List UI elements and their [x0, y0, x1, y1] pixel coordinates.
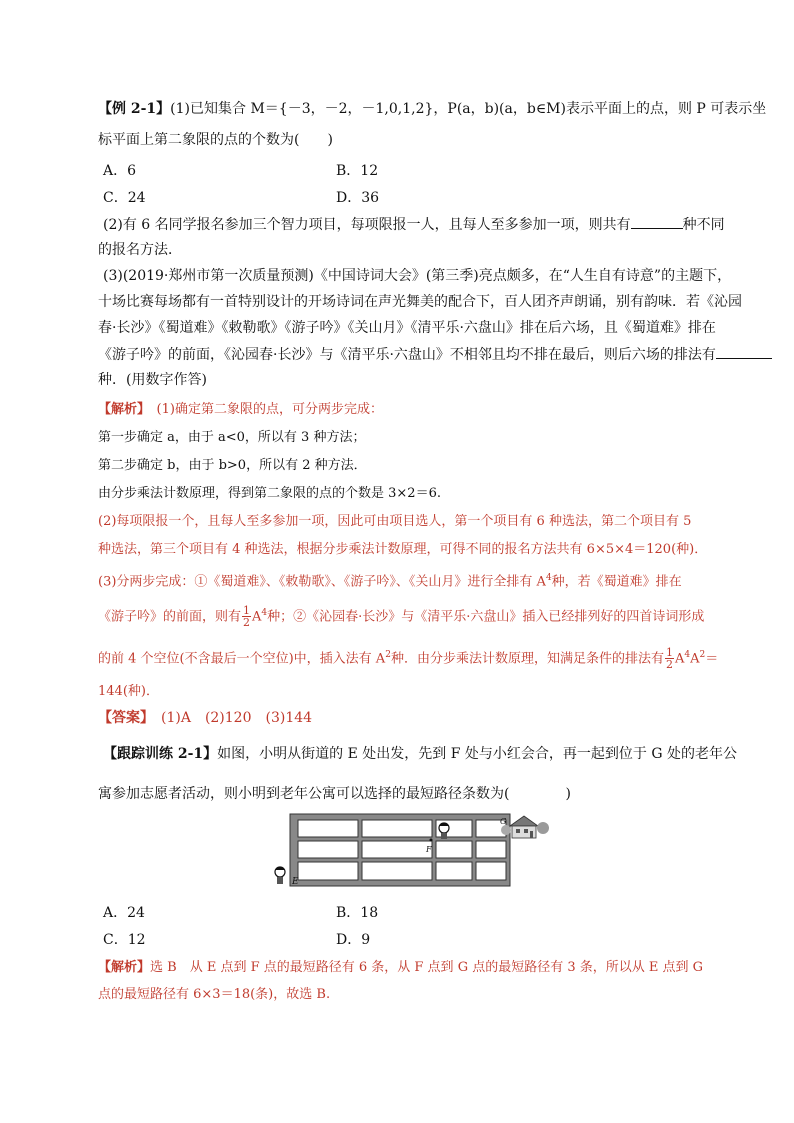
example-q2-line1: (2)有 6 名同学报名参加三个智力项目，每项限报一人，且每人至多参加一项，则共有 种不同	[103, 214, 725, 235]
example-q3-line5: 种．(用数字作答)	[98, 372, 207, 388]
analysis-s1-step1: 第一步确定 a，由于 a<0，所以有 3 种方法；	[98, 430, 366, 445]
answer-blank	[631, 214, 683, 229]
fraction-half: $\frac{1}{2}$	[665, 646, 673, 672]
analysis-s1-head: 【解析】 (1)确定第二象限的点，可分两步完成：	[98, 402, 383, 417]
practice-option-b: B．18	[336, 905, 379, 921]
example-q3-line1: (3)(2019·郑州市第一次质量预测)《中国诗词大会》(第三季)亮点颇多，在“人生自有诗意”的主题下，	[103, 268, 732, 284]
grid-block	[362, 841, 432, 858]
person-icon	[275, 867, 285, 884]
analysis-s1-conc: 由分步乘法计数原理，得到第二象限的点的个数是 3×2＝6.	[98, 486, 441, 501]
grid-block	[436, 862, 472, 880]
answer-tag: 【答案】	[98, 710, 147, 726]
practice-analysis-tag: 【解析】	[98, 960, 151, 975]
example-option-b: B．12	[336, 163, 379, 179]
example-option-c: C．24	[103, 190, 146, 206]
example-q3-line2: 十场比赛每场都有一首特别设计的开场诗词在声光舞美的配合下，百人团齐声朗诵，别有韵味．若《沁园	[98, 294, 742, 310]
example-option-d: D．36	[336, 190, 380, 206]
practice-line1: 【跟踪训练 2-1】如图，小明从街道的 E 处出发，先到 F 处与小红会合，再一起到位于 G 处的老年公	[103, 746, 737, 762]
practice-analysis-line2: 点的最短路径有 6×3＝18(条)，故选 B.	[98, 987, 331, 1002]
analysis-s2-line1: (2)每项限报一个，且每人至多参加一项，因此可由项目选人，第一个项目有 6 种选法，第二个项目有 5	[98, 514, 692, 529]
practice-tag: 【跟踪训练 2-1】	[103, 746, 218, 762]
grid-block	[298, 820, 358, 837]
example-q2-line2: 的报名方法．	[98, 242, 182, 258]
grid-block	[362, 820, 432, 837]
analysis-s3-line2: 《游子吟》的前面，则有 $\frac{1}{2}$ $A^4$种；②《沁园春·长沙》与《清平乐·六盘山》插入已经排列好的四首诗词形成	[98, 604, 705, 630]
example-q3-line3: 春·长沙》《蜀道难》《敕勒歌》《游子吟》《关山月》《清平乐·六盘山》排在后六场，且《蜀道难》排在	[98, 320, 716, 336]
example-q1-line1: 【例 2-1】(1)已知集合 M＝{－3，－2，－1,0,1,2}，P(a，b)(a，b∈M)表示平面上的点，则 P 可表示坐	[98, 101, 767, 117]
point-f-marker	[430, 839, 433, 842]
example-q3-line4: 《游子吟》的前面，《沁园春·长沙》与《清平乐·六盘山》不相邻且均不排在最后，则后六场的排法有	[98, 344, 772, 365]
example-option-a: A．6	[103, 163, 137, 179]
street-grid-figure	[268, 810, 558, 890]
analysis-tag: 【解析】	[98, 402, 144, 417]
example-q1-line2: 标平面上第二象限的点的个数为( )	[98, 132, 333, 148]
answer-blank	[716, 344, 772, 359]
grid-block	[436, 841, 472, 858]
grid-block	[298, 841, 358, 858]
point-f-label: F	[426, 845, 432, 854]
grid-block	[298, 862, 358, 880]
grid-block	[476, 841, 506, 858]
analysis-s3-line4: 144(种)．	[98, 684, 159, 699]
analysis-s3-line1: (3)分两步完成：①《蜀道难》、《敕勒歌》、《游子吟》、《关山月》进行全排有 $A^4$种，若《蜀道难》排在	[98, 573, 682, 590]
example-tag: 【例 2-1】	[98, 101, 171, 117]
practice-option-d: D．9	[336, 932, 371, 948]
practice-option-c: C．12	[103, 932, 146, 948]
analysis-s2-line2: 种选法，第三个项目有 4 种选法，根据分步乘法计数原理，可得不同的报名方法共有 6×5×4＝120(种)．	[98, 542, 708, 557]
grid-block	[476, 862, 506, 880]
point-e-label: E	[292, 877, 299, 887]
answer-line: 【答案】 (1)A (2)120 (3)144	[98, 710, 313, 726]
practice-line2: 寓参加志愿者活动，则小明到老年公寓可以选择的最短路径条数为( )	[98, 786, 571, 802]
practice-analysis-line1: 【解析】选 B 从 E 点到 F 点的最短路径有 6 条，从 F 点到 G 点的最短路径有 3 条，所以从 E 点到 G	[98, 960, 704, 975]
fraction-half: $\frac{1}{2}$	[243, 604, 251, 630]
grid-block	[362, 862, 432, 880]
point-g-label: G	[500, 817, 507, 826]
analysis-s1-step2: 第二步确定 b，由于 b>0，所以有 2 种方法．	[98, 458, 367, 473]
analysis-s3-line3: 的前 4 个空位(不含最后一个空位)中，插入法有 $A^2$种．由分步乘法计数原理，知满足条件的排法有 $\frac{1}{2}$ $A^4A^2=$	[98, 646, 719, 672]
practice-option-a: A．24	[103, 905, 145, 921]
